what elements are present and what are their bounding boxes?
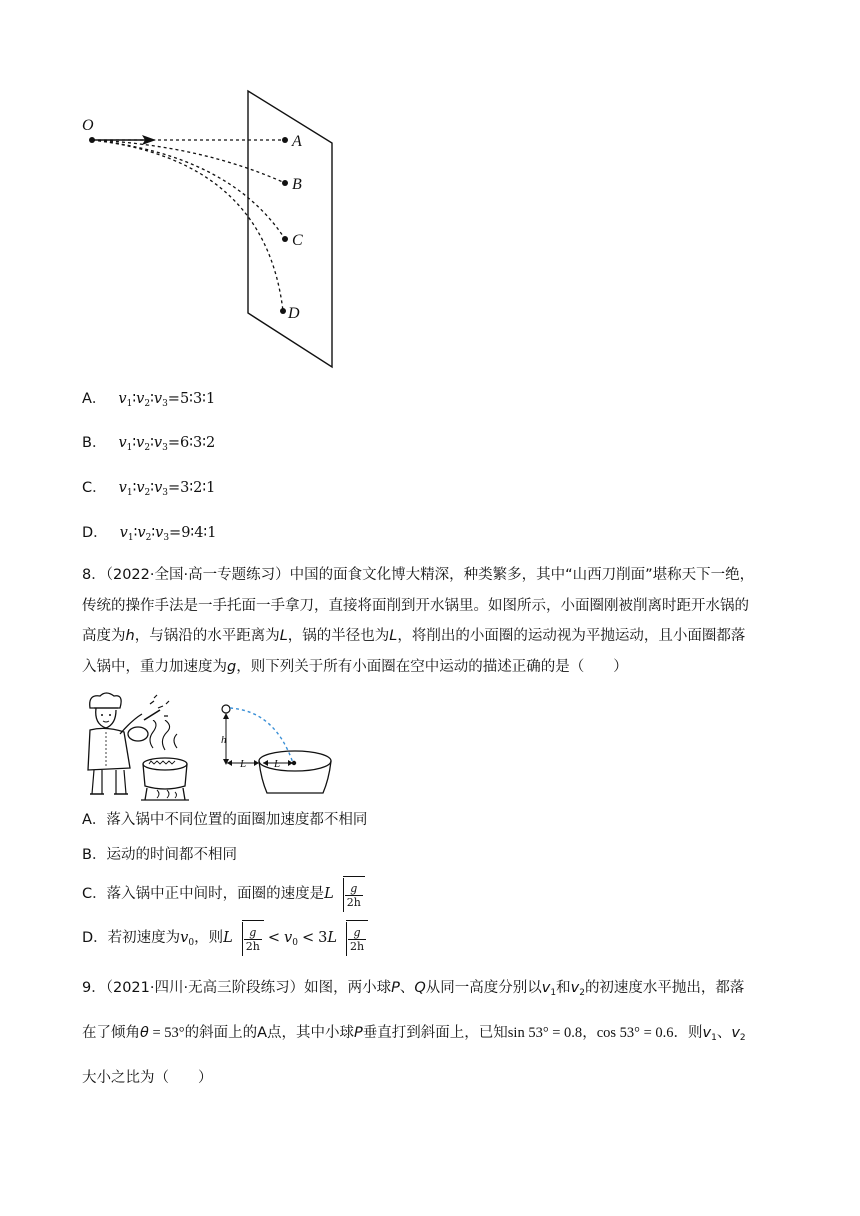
q8-option-c[interactable]: C．落入锅中正中间时，面圈的速度是L $\frac{g}{2h}$ [82, 876, 365, 912]
distance-label-1: L [240, 758, 247, 770]
height-label: h [221, 734, 227, 746]
label-d: D [288, 305, 300, 322]
trajectory-c [92, 140, 285, 239]
q9-line-2: 在了倾角θ = 53°的斜面上的A点，其中小球P垂直打到斜面上，已知sin 53° = 0.8，cos 53° = 0.6．则$v_1$、$v_2$ [82, 1025, 746, 1043]
sqrt-expression-lower: $\frac{g}{2h}$ [233, 920, 264, 956]
noodle-trajectory [230, 708, 293, 763]
q7-option-c[interactable]: C． $v_1∶v_2∶v_3=3∶2∶1$ [82, 480, 216, 498]
noodle-schematic [215, 695, 345, 800]
q8-option-d[interactable]: D．若初速度为$v_0$，则L $\frac{g}{2h}$ < $v_0 < 3L$ $\frac{g}{2h}$ [82, 920, 368, 960]
q7-option-a[interactable]: A． $v_1∶v_2∶v_3=5∶3∶1$ [82, 391, 216, 409]
question-9-stem [82, 968, 782, 1098]
q9-line-1: 9．（2021·四川·无高三阶段练习）如图，两小球P、Q从同一高度分别以$v_1$和$v_2$的初速度水平抛出，都落 [82, 980, 745, 998]
trajectory-figure [80, 85, 350, 375]
sqrt-expression-upper: $\frac{g}{2h}$ [337, 920, 368, 956]
question-8-stem [82, 560, 782, 682]
label-c: C [292, 232, 303, 249]
sqrt-expression: $\frac{g}{2h}$ [334, 876, 365, 912]
distance-label-2: L [274, 758, 281, 770]
noodle-start-point [222, 705, 230, 713]
trajectory-d [92, 140, 283, 311]
q9-line-3: 大小之比为（ ） [82, 1070, 213, 1086]
q7-option-b[interactable]: B． $v_1∶v_2∶v_3=6∶3∶2$ [82, 435, 216, 453]
point-b [282, 180, 288, 186]
q8-option-b[interactable]: B．运动的时间都不相同 [82, 847, 237, 863]
label-a: A [292, 133, 302, 150]
pot-illustration [135, 720, 195, 802]
pot-rim [259, 751, 331, 771]
q8-option-a[interactable]: A．落入锅中不同位置的面圈加速度都不相同 [82, 812, 368, 828]
q7-option-d[interactable]: D． $v_1∶v_2∶v_3=9∶4∶1$ [82, 525, 217, 543]
q8-line-2: 传统的操作手法是一手托面一手拿刀，直接将面削到开水锅里。如图所示，小面圈刚被削离时距开水锅的 [82, 597, 749, 614]
label-o: O [82, 117, 94, 134]
board-plane [248, 91, 332, 367]
q8-line-1: 8．（2022·全国·高一专题练习）中国的面食文化博大精深，种类繁多，其中“山西刀削面”堪称天下一绝， [82, 567, 755, 583]
label-b: B [292, 176, 302, 193]
point-d [280, 308, 286, 314]
q8-line-3: 高度为h，与锅沿的水平距离为L，锅的半径也为L，将削出的小面圈的运动视为平抛运动，且小面圈都落 [82, 628, 746, 644]
pot-body [259, 761, 331, 793]
point-a [282, 137, 288, 143]
point-c [282, 236, 288, 242]
point-o [89, 137, 95, 143]
q8-line-4: 入锅中，重力加速度为g，则下列关于所有小面圈在空中运动的描述正确的是（ ） [82, 658, 628, 675]
trajectory-b [92, 140, 285, 183]
